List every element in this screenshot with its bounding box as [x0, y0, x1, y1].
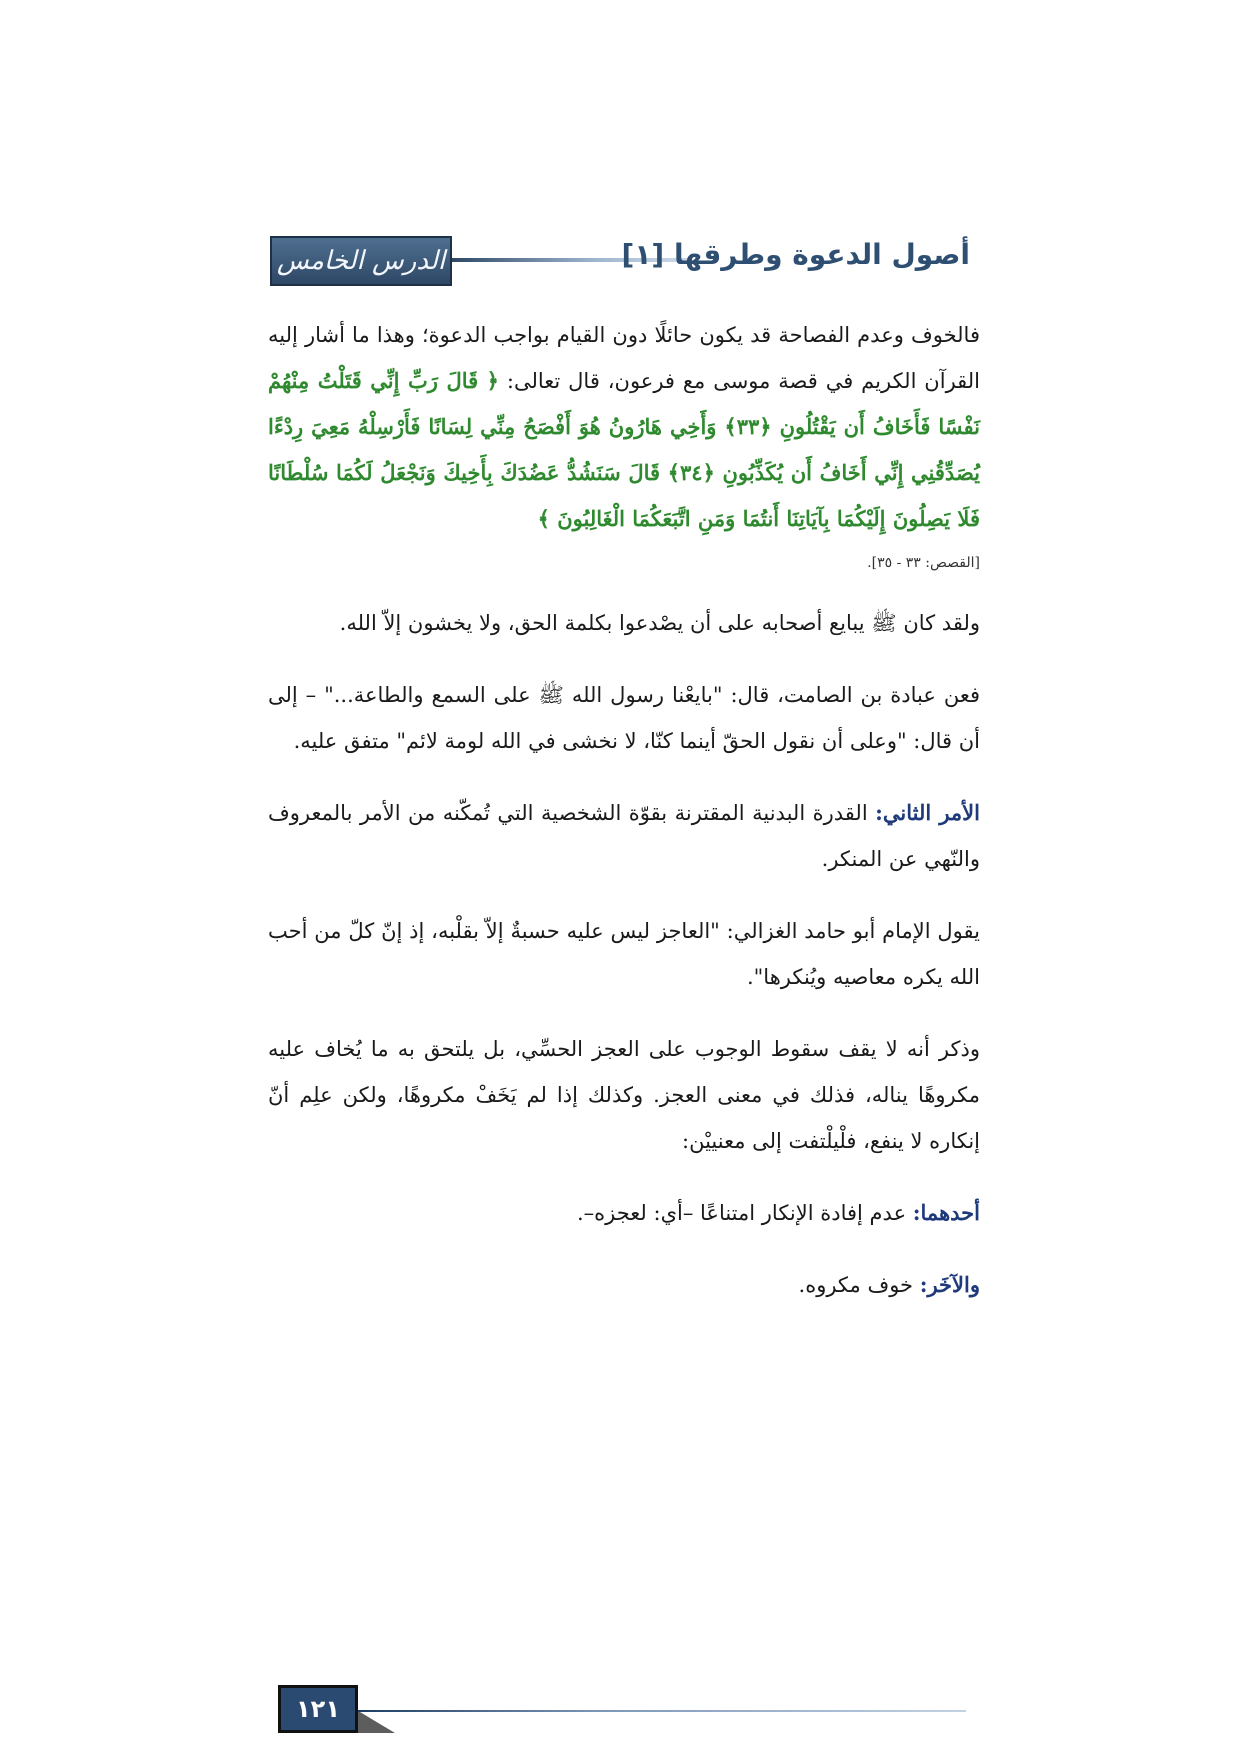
paragraph-incapacity: وذكر أنه لا يقف سقوط الوجوب على العجز الحسِّي، بل يلتحق به ما يُخاف عليه مكروهًا يناله، فذلك في معنى العجز. وكذلك إذا لم يَخَفْ مكروهًا، ولكن علِم أنّ إنكاره لا ينفع، فلْيلْتفت إلى معنييْن: [268, 1037, 980, 1153]
term-first: أحدهما: [912, 1200, 980, 1225]
paragraph-bayah: ولقد كان ﷺ يبايع أصحابه على أن يصْدعوا بكلمة الحق، ولا يخشون إلاّ الله. [339, 611, 980, 635]
second-meaning-text: خوف مكروه. [798, 1273, 920, 1297]
page-body [268, 312, 980, 1334]
paragraph-ghazali-quote: يقول الإمام أبو حامد الغزالي: "العاجز ليس عليه حسبةٌ إلاّ بقلْبه، إذ إنّ كلّ من أحب الله يكره معاصيه ويُنكرها". [268, 919, 980, 989]
book-title: أصول الدعوة وطرقها [١] [621, 238, 970, 271]
term-second: والآخَر: [919, 1272, 980, 1297]
paragraph-second-matter [268, 790, 980, 882]
second-matter-text: القدرة البدنية المقترنة بقوّة الشخصية التي تُمكّنه من الأمر بالمعروف والنّهي عن المنكر. [268, 801, 980, 871]
page-footer [278, 1685, 978, 1745]
paragraph-first-meaning [268, 1190, 980, 1236]
first-meaning-text: عدم إفادة الإنكار امتناعًا –أي: لعجزه–. [576, 1201, 913, 1225]
intro-text: فالخوف وعدم الفصاحة قد يكون حائلًا دون القيام بواجب الدعوة؛ وهذا ما أشار إليه القرآن الكريم في قصة موسى مع فرعون، قال تعالى: [268, 323, 981, 393]
paragraph-second-meaning [268, 1262, 980, 1308]
paragraph-hadith: فعن عبادة بن الصامت، قال: "بايعْنا رسول الله ﷺ على السمع والطاعة..." – إلى أن قال: "وعلى أن نقول الحقّ أينما كنّا، لا نخشى في الله لومة لائم" متفق عليه. [268, 683, 980, 753]
page-number: ١٢١ [278, 1685, 358, 1733]
page-header [270, 236, 970, 288]
paragraph-quran-intro [268, 312, 980, 542]
verse-citation: [القصص: ٣٣ - ٣٥]. [867, 555, 980, 571]
page-number-shadow [355, 1709, 395, 1733]
footer-divider [358, 1710, 966, 1712]
quran-verse: ﴿ قَالَ رَبِّ إِنِّي قَتَلْتُ مِنْهُمْ نَفْسًا فَأَخَافُ أَن يَقْتُلُونِ ﴿٣٣﴾ وَأَخِي هَارُونُ هُوَ أَفْصَحُ مِنِّي لِسَانًا فَأَرْسِلْهُ مَعِيَ رِدْءًا يُصَدِّقُنِي إِنِّي أَخَافُ أَن يُكَذِّبُونِ ﴿٣٤﴾ قَالَ سَنَشُدُّ عَضُدَكَ بِأَخِيكَ وَنَجْعَلُ لَكُمَا سُلْطَانًا فَلَا يَصِلُونَ إِلَيْكُمَا بِآيَاتِنَا أَنتُمَا وَمَنِ اتَّبَعَكُمَا الْغَالِبُونَ ﴾ [268, 368, 980, 531]
term-second-matter: الأمر الثاني: [875, 800, 980, 825]
lesson-badge: الدرس الخامس [270, 236, 452, 286]
